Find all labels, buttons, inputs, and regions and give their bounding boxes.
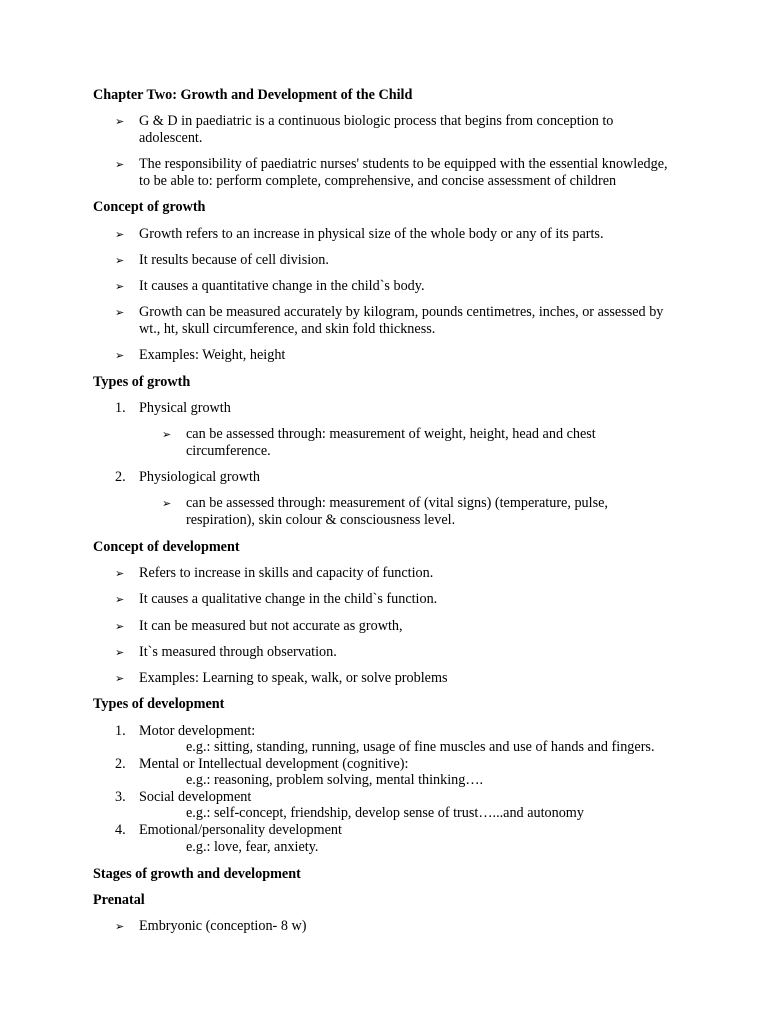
section-heading-types-of-development: Types of development [93,696,225,712]
arrow-bullet-icon: ➢ [115,672,125,685]
bullet-text: Embryonic (conception- 8 w) [139,918,307,934]
list-number: 4. [115,822,126,838]
list-number: 1. [115,723,126,739]
development-type-3 [115,789,675,806]
list-label: Emotional/personality development [139,822,342,838]
bullet-text: Growth can be measured accurately by kilogram, pounds centimetres, inches, or assessed by wt., ht, skull circumference, and skin fold thickness. [139,304,664,337]
list-label: Social development [139,789,252,805]
development-type-2-example: e.g.: reasoning, problem solving, mental thinking…. [186,772,484,788]
arrow-bullet-icon: ➢ [115,254,125,267]
list-label: Motor development: [139,723,256,739]
arrow-bullet-icon: ➢ [115,646,125,659]
bullet-text: Examples: Weight, height [139,347,286,363]
section-heading-prenatal: Prenatal [93,892,145,908]
development-type-1 [115,723,675,740]
bullet-text: can be assessed through: measurement of (vital signs) (temperature, pulse, respiration), skin colour & consciousness level. [186,495,608,528]
list-label: Physical growth [139,400,231,416]
arrow-bullet-icon: ➢ [115,349,125,362]
development-bullet-1 [115,565,675,582]
development-type-4 [115,822,675,839]
prenatal-bullet-1 [115,918,675,935]
bullet-text: Growth refers to an increase in physical size of the whole body or any of its parts. [139,226,604,242]
bullet-text: G & D in paediatric is a continuous biologic process that begins from conception to adolescent. [139,113,614,146]
arrow-bullet-icon: ➢ [115,115,125,128]
arrow-bullet-icon: ➢ [115,593,125,606]
development-bullet-5 [115,670,675,687]
list-number: 1. [115,400,126,416]
arrow-bullet-icon: ➢ [162,428,172,441]
bullet-text: Examples: Learning to speak, walk, or solve problems [139,670,448,686]
bullet-text: It causes a qualitative change in the child`s function. [139,591,438,607]
section-heading-concept-of-development: Concept of development [93,539,240,555]
development-bullet-3 [115,618,675,635]
development-type-2 [115,756,675,773]
arrow-bullet-icon: ➢ [162,497,172,510]
bullet-text: The responsibility of paediatric nurses' students to be equipped with the essential knowledge, to be able to: perform complete, comprehensive, and concise assessment of children [139,156,668,189]
development-bullet-2 [115,591,675,608]
bullet-text: It`s measured through observation. [139,644,337,660]
bullet-text: can be assessed through: measurement of weight, height, head and chest circumference. [186,426,596,459]
development-bullet-4 [115,644,675,661]
growth-bullet-2 [115,252,675,269]
bullet-text: It causes a quantitative change in the child`s body. [139,278,425,294]
list-label: Physiological growth [139,469,260,485]
arrow-bullet-icon: ➢ [115,920,125,933]
growth-type-2-detail [162,495,632,529]
growth-type-1-detail [162,426,632,460]
arrow-bullet-icon: ➢ [115,620,125,633]
bullet-text: Refers to increase in skills and capacity of function. [139,565,434,581]
growth-type-1 [115,400,675,417]
list-number: 3. [115,789,126,805]
growth-bullet-5 [115,347,675,364]
development-type-1-example: e.g.: sitting, standing, running, usage of fine muscles and use of hands and fingers. [186,739,655,755]
section-heading-types-of-growth: Types of growth [93,374,191,390]
bullet-text: It can be measured but not accurate as growth, [139,618,403,634]
list-number: 2. [115,469,126,485]
growth-type-2 [115,469,675,486]
arrow-bullet-icon: ➢ [115,280,125,293]
intro-bullet-1 [115,113,675,147]
arrow-bullet-icon: ➢ [115,228,125,241]
section-heading-stages: Stages of growth and development [93,866,301,882]
arrow-bullet-icon: ➢ [115,306,125,319]
list-label: Mental or Intellectual development (cognitive): [139,756,409,772]
list-number: 2. [115,756,126,772]
development-type-3-example: e.g.: self-concept, friendship, develop sense of trust…...and autonomy [186,805,584,821]
arrow-bullet-icon: ➢ [115,158,125,171]
growth-bullet-3 [115,278,675,295]
development-type-4-example: e.g.: love, fear, anxiety. [186,839,319,855]
arrow-bullet-icon: ➢ [115,567,125,580]
growth-bullet-4 [115,304,675,338]
section-heading-concept-of-growth: Concept of growth [93,199,206,215]
chapter-title: Chapter Two: Growth and Development of the Child [93,87,413,103]
growth-bullet-1 [115,226,675,243]
bullet-text: It results because of cell division. [139,252,329,268]
intro-bullet-2 [115,156,675,190]
